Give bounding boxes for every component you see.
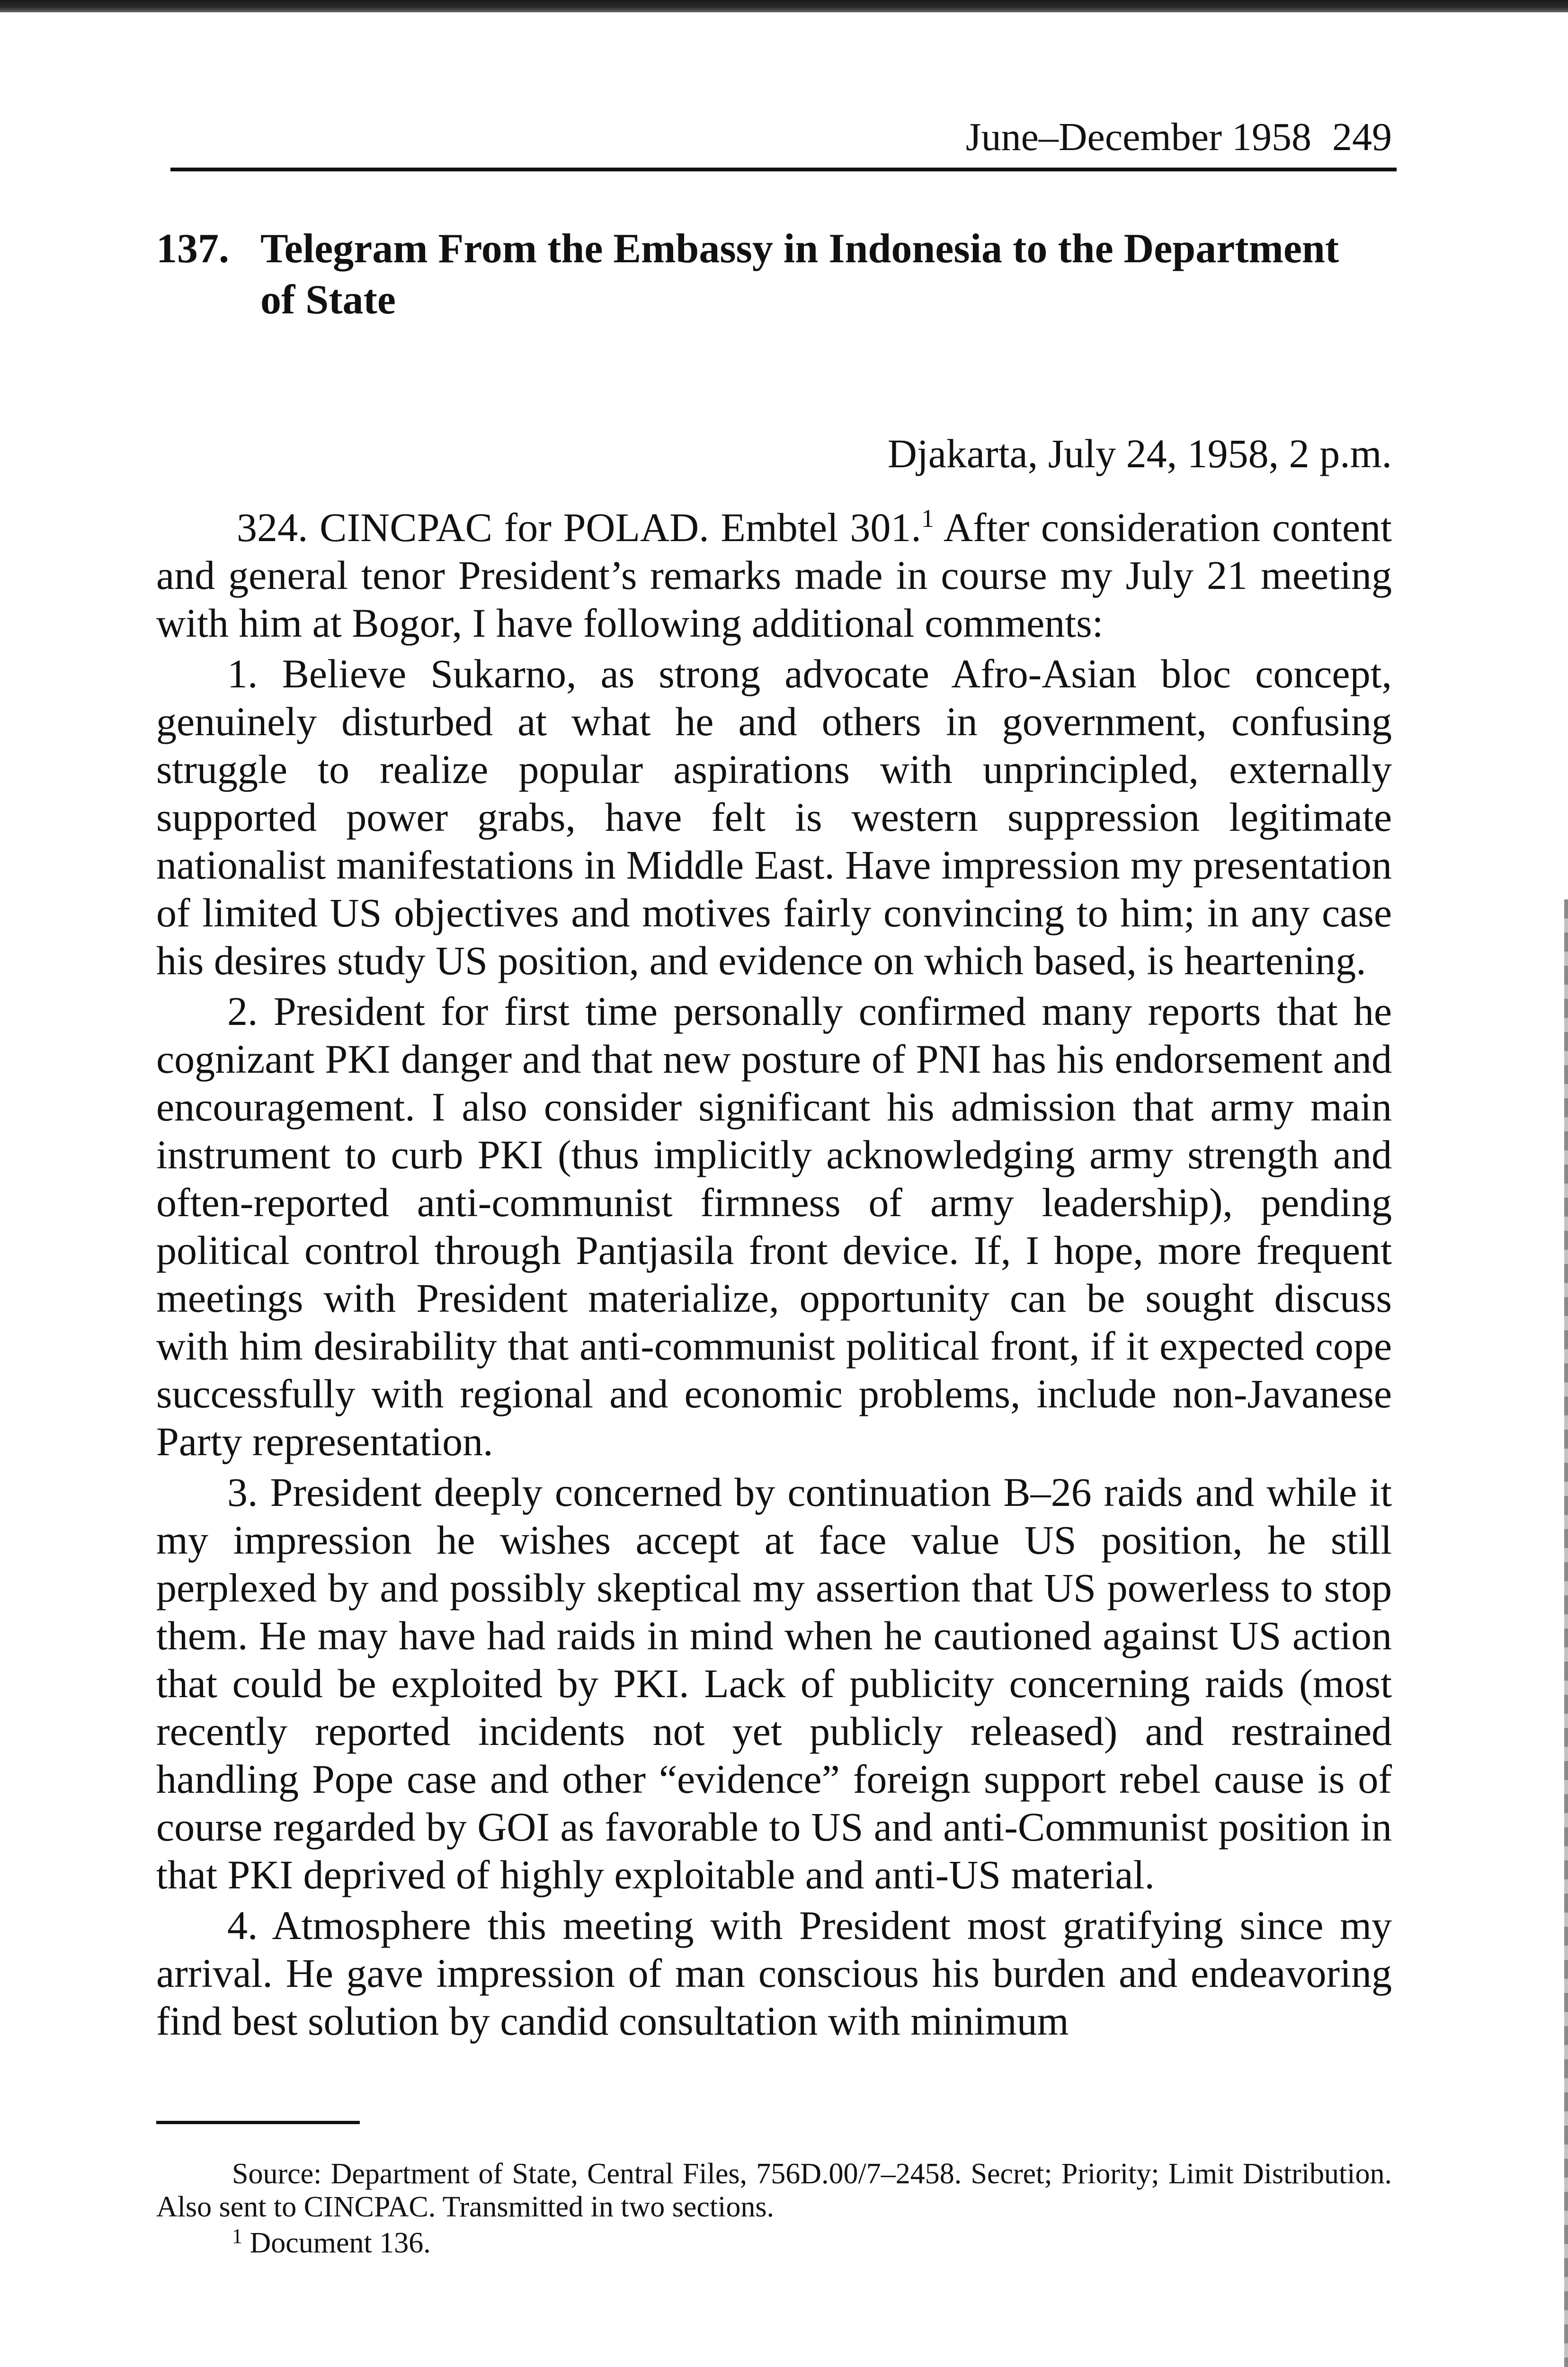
footnote-rule: [156, 2121, 360, 2124]
scan-top-edge: [0, 0, 1568, 12]
document-heading: [156, 223, 1397, 326]
document-number: 137.: [156, 226, 229, 272]
source-note: Source: Department of State, Central Files, 756D.00/7–2458. Secret; Priority; Limit Distribution. Also sent to CINCPAC. Transmitted in two sections.: [156, 2158, 1392, 2223]
footnote-1-text: Document 136.: [249, 2227, 431, 2259]
book-page: [156, 114, 1397, 2262]
intro-text: 324. CINCPAC for POLAD. Embtel 301.: [237, 505, 921, 550]
footnote-ref-1: 1: [921, 504, 934, 533]
intro-paragraph: [156, 504, 1392, 647]
header-rule: [170, 168, 1397, 171]
paragraph-1: 1. Believe Sukarno, as strong advocate Afro-Asian bloc concept, genuinely disturbed at what he and others in government, confusing struggle to realize popular aspirations with unprincipled, externally supported power grabs, have felt is western suppression legitimate nationalist manifestations in Middle East. Have impression my presentation of limited US objectives and motives fairly convincing to him; in any case his desires study US position, and evidence on which based, is heartening.: [156, 651, 1392, 983]
footnotes: [156, 2157, 1397, 2260]
page-number: 249: [1332, 115, 1392, 159]
document-title: Telegram From the Embassy in Indonesia to the Department of State: [260, 226, 1339, 323]
telegram-body: [156, 504, 1397, 2045]
paragraph-2: 2. President for first time personally confirmed many reports that he cognizant PKI danger and that new posture of PNI has his endorsement and encouragement. I also consider significant his admission that army main instrument to curb PKI (thus implicitly acknowledging army strength and often-reported anti-communist firmness of army leadership), pending political control through Pantjasila front device. If, I hope, more frequent meetings with President materialize, opportunity can be sought discuss with him desirability that anti-communist political front, if it expected cope successfully with regional and economic problems, include non-Javanese Party representation.: [156, 988, 1392, 1464]
scan-right-edge: [1564, 899, 1568, 2367]
footnote-1: [156, 2226, 1392, 2260]
dateline: Djakarta, July 24, 1958, 2 p.m.: [887, 431, 1392, 476]
paragraph-4: 4. Atmosphere this meeting with President most gratifying since my arrival. He gave impression of man conscious his burden and endeavoring find best solution by candid consultation with minimum: [156, 1903, 1392, 2044]
paragraph-3: 3. President deeply concerned by continuation B–26 raids and while it my impression he wishes accept at face value US position, he still perplexed by and possibly skeptical my assertion that US powerless to stop them. He may have had raids in mind when he cautioned against US action that could be exploited by PKI. Lack of publicity concerning raids (most recently reported incidents not yet publicly released) and restrained handling Pope case and other “evidence” foreign support rebel cause is of course regarded by GOI as favorable to US and anti-Communist position in that PKI deprived of highly exploitable and anti-US material.: [156, 1469, 1392, 1897]
footnote-1-number: 1: [232, 2225, 242, 2248]
running-head: [156, 114, 1397, 161]
running-head-range: June–December 1958: [965, 115, 1311, 159]
intro-text-cont: After consideration content and general tenor President’s remarks made in course my July 21 meeting with him at Bogor, I have following additional comments:: [156, 505, 1392, 646]
